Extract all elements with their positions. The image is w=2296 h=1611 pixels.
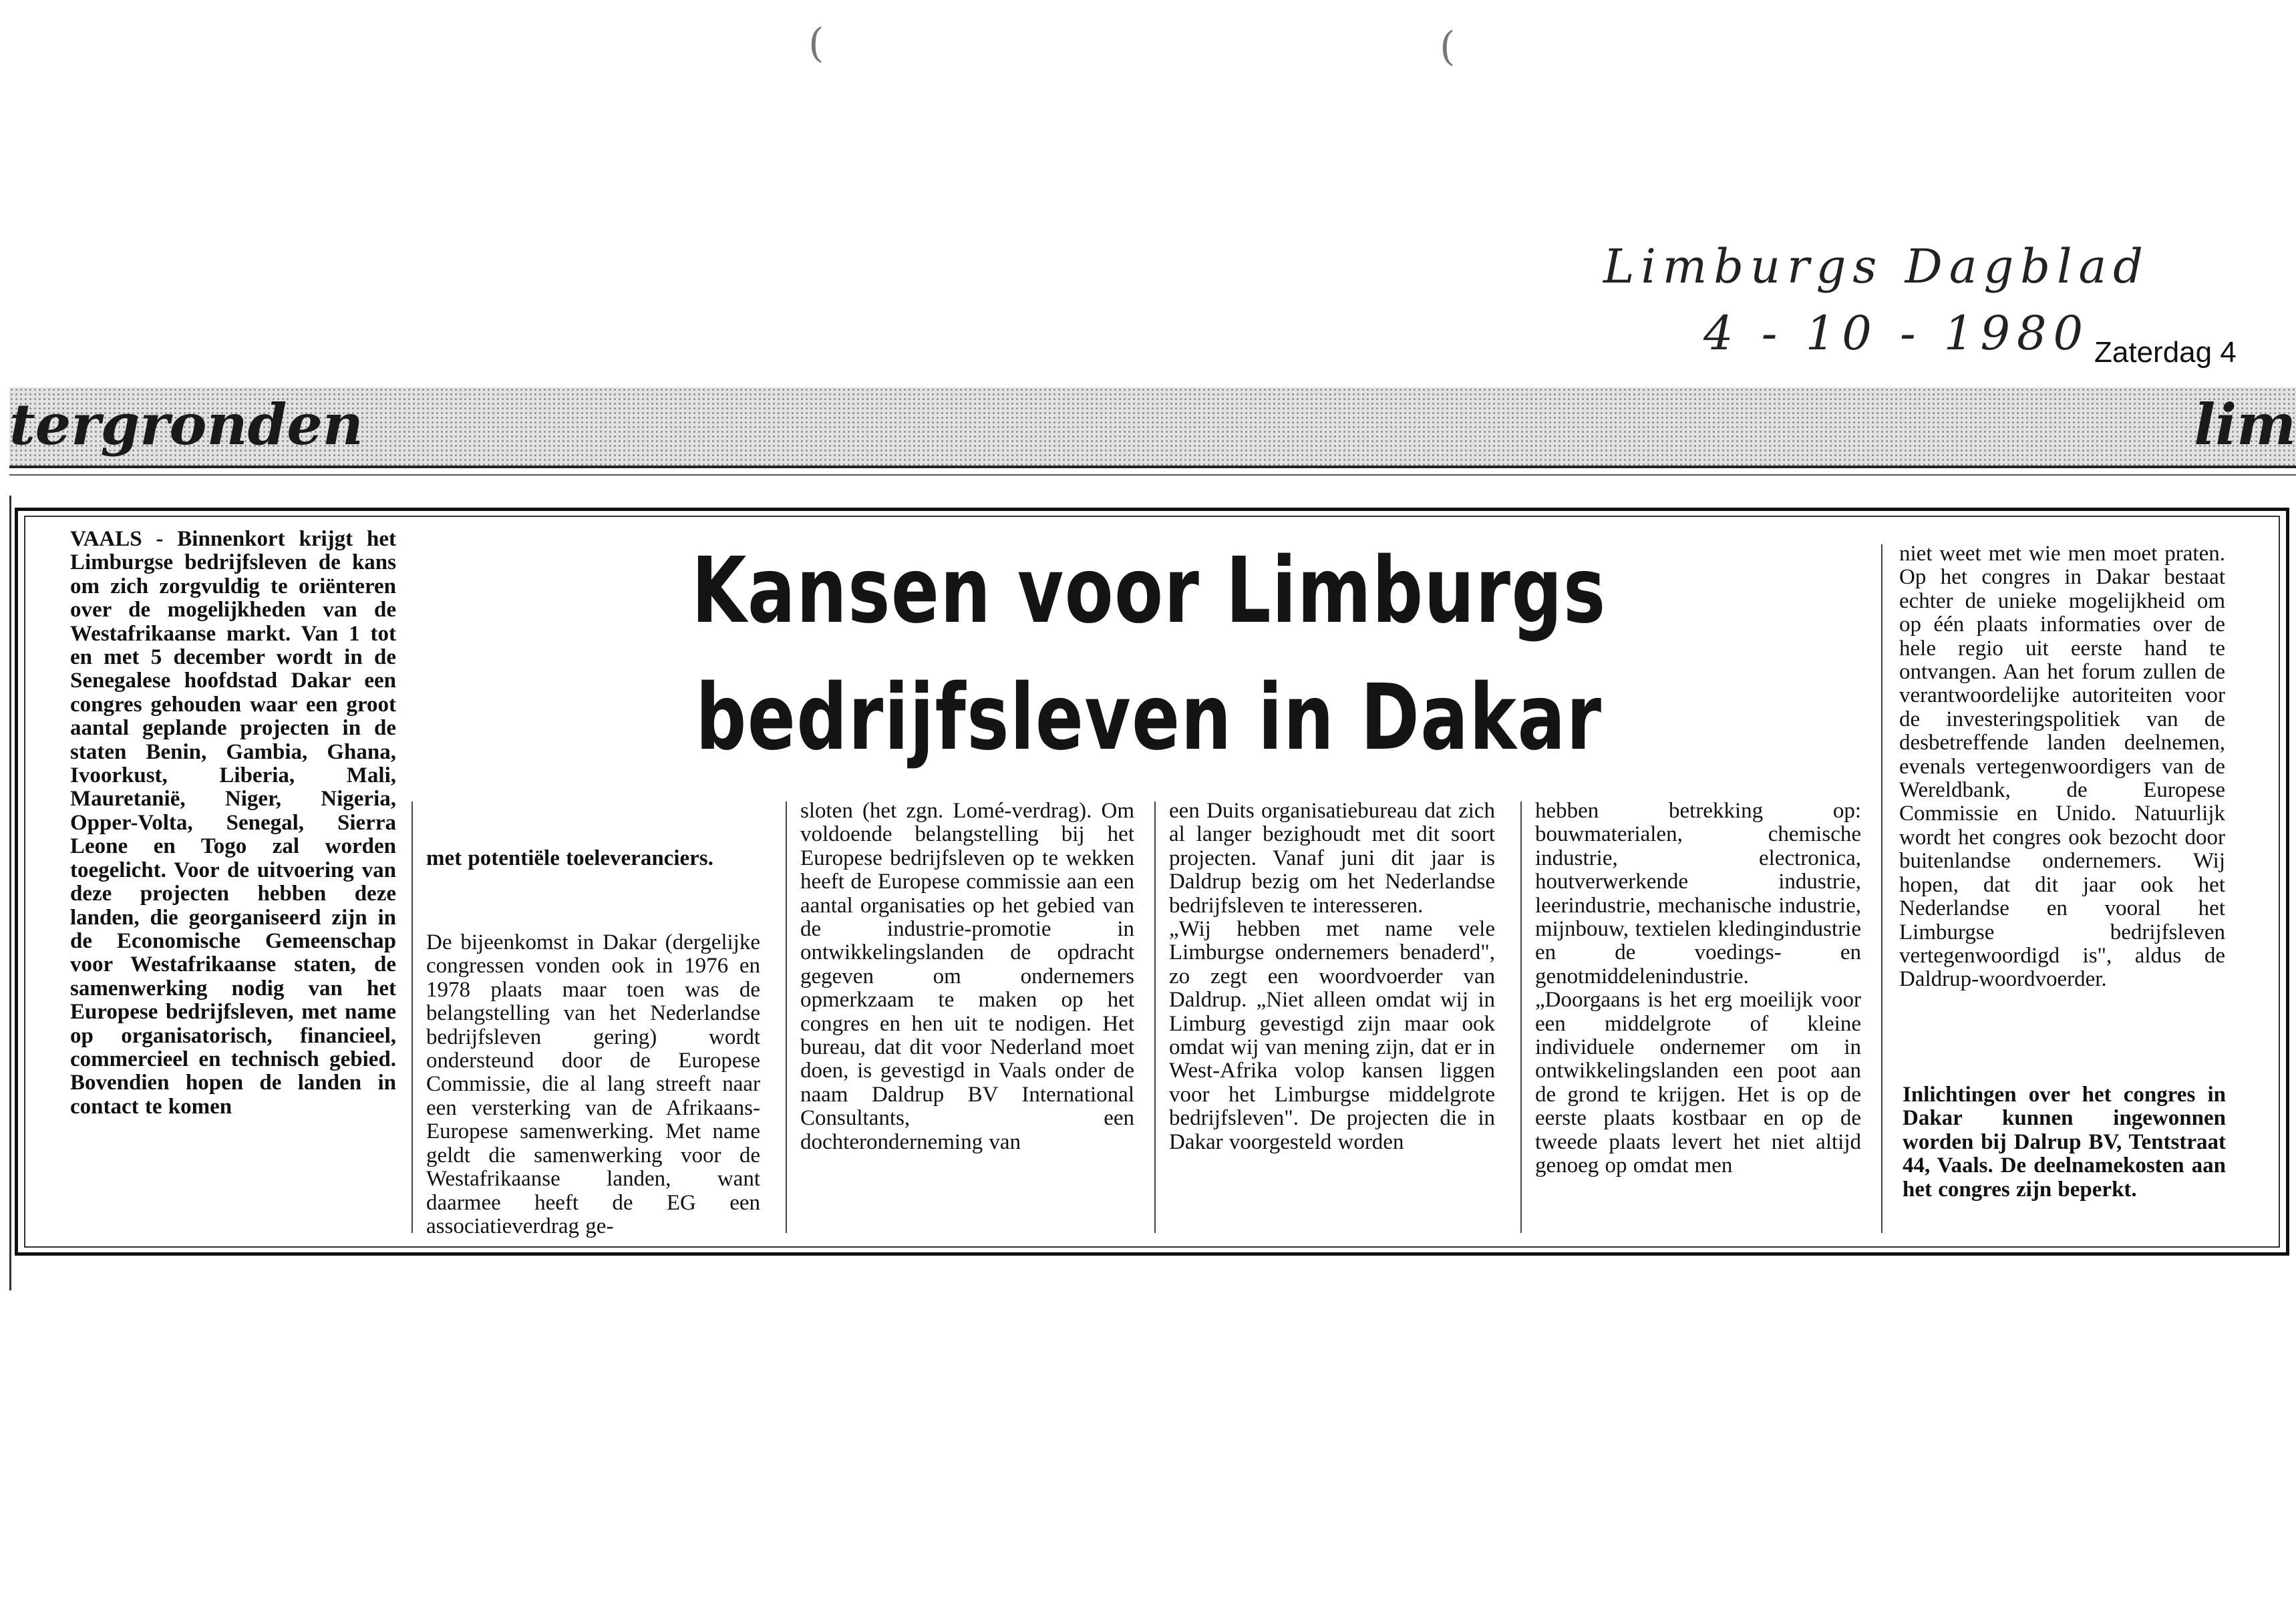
scan-mark: ( — [1440, 23, 1456, 70]
banner-rule — [9, 474, 2296, 476]
headline-line-1: Kansen voor Limburgs — [691, 538, 1607, 644]
article-column-2 — [426, 799, 767, 1262]
article-headline — [587, 528, 1712, 781]
article-column-6: niet weet met wie men moet praten. Op het congres in Dakar bestaat echter de unieke mogelijkheid om op één plaats informaties over de hele regio uit eerste hand te ontvangen. Aan het forum zullen de verantwoordelijke autoriteiten voor de investeringspolitiek van de desbetreffende landen deelnemen, evenals vertegenwoordigers van de Wereldbank, de Europese Commissie en Unido. Natuurlijk wordt het congres ook bezocht door buitenlandse ondernemers. Wij hopen, dat dit jaar ook het Nederlandse en vooral het Limburgse bedrijfsleven vertegenwoordigd is", aldus de Daldrup-woordvoerder. — [1899, 542, 2232, 992]
article-info-box: Inlichtingen over het congres in Dakar kunnen ingewonnen worden bij Dalrup BV, Tentstraat 44, Vaals. De deelnamekosten aan het congres zijn beperkt. — [1903, 1083, 2233, 1202]
article-intro: VAALS - Binnenkort krijgt het Limburgse bedrijfsleven de kans om zich zorgvuldig te oriënteren over de mogelijkheden van de Westafrikaanse markt. Van 1 tot en met 5 december wordt in de Senegalese hoofdstad Dakar een congres gehouden waar een groot aantal geplande projecten in de staten Benin, Gambia, Ghana, Ivoorkust, Liberia, Mali, Mauretanië, Niger, Nigeria, Opper-Volta, Senegal, Sierra Leone en Togo zal worden toegelicht. Voor de uitvoering van deze projecten hebben deze landen, die georganiseerd zijn in de Economische Gemeenschap voor Westafrikaanse staten, de samenwerking nodig van het Europese bedrijfsleven, met name op organisatorisch, financieel, commercieel en technisch gebied. Bovendien hopen de landen in contact te komen — [70, 527, 403, 1119]
column-rule — [1881, 544, 1882, 1233]
section-banner — [9, 387, 2296, 468]
scan-mark: ( — [808, 20, 824, 67]
article-column-5: hebben betrekking op: bouwmaterialen, chemische industrie, electronica, houtverwerkende industrie, leerindustrie, mechanische industrie, mijnbouw, textielen kledingindustrie en de voedings- en genotmiddelenindustrie. „Doorgaans is het erg moeilijk voor een middelgrote of kleine individuele ondernemer om in ontwikkelingslanden een poot aan de grond te krijgen. Het is op de eerste plaats kostbaar en op de tweede plaats levert het niet altijd genoeg op omdat men — [1535, 799, 1861, 1178]
section-banner-left: tergronden — [9, 391, 363, 458]
column-rule — [786, 801, 787, 1233]
page-rule — [9, 496, 11, 1290]
column-2-lead: met potentiële toeleveranciers. — [426, 846, 713, 870]
column-rule — [412, 801, 413, 1233]
handwritten-source: Limburgs Dagblad — [1603, 239, 2150, 294]
handwritten-date: 4 - 10 - 1980 — [1703, 306, 2090, 361]
section-banner-right: lim — [2194, 391, 2296, 458]
column-rule — [1154, 801, 1156, 1233]
column-2-text: De bijeenkomst in Dakar (dergelijke congressen vonden ook in 1976 en 1978 plaats maar toen was de belangstelling van het Nederlandse bedrijfsleven gering) wordt ondersteund door de Europese Commissie, die al lang streeft naar een versterking van de Afrikaans-Europese samenwerking. Met name geldt die samenwerking voor de Westafrikaanse landen, want daarmee heeft de EG een associatieverdrag ge- — [426, 930, 767, 1238]
headline-line-2: bedrijfsleven in Dakar — [695, 665, 1603, 771]
article-column-4: een Duits organisatiebureau dat zich al langer bezighoudt met dit soort projecten. Vanaf juni dit jaar is Daldrup bezig om het Nederlandse bedrijfsleven te interesseren. „Wij hebben met name vele Limburgse ondernemers benaderd", zo zegt een woordvoerder van Daldrup. „Niet alleen omdat wij in Limburg gevestigd zijn maar ook omdat wij van mening zijn, dat er in West-Afrika volop kansen liggen voor het Limburgse middelgrote bedrijfsleven". De projecten die in Dakar voorgesteld worden — [1169, 799, 1495, 1154]
page-dateline: Zaterdag 4 — [2094, 336, 2237, 369]
column-rule — [1520, 801, 1522, 1233]
article-column-3: sloten (het zgn. Lomé-verdrag). Om voldoende belangstelling bij het Europese bedrijfsleven op te wekken heeft de Europese commissie aan een aantal organisaties op het gebied van de industrie-promotie in ontwikkelingslanden de opdracht gegeven om ondernemers opmerkzaam te maken op het congres en hen uit te nodigen. Het bureau, dat dit voor Nederland moet doen, is gevestigd in Vaals onder de naam Daldrup BV International Consultants, een dochteronderneming van — [800, 799, 1141, 1154]
